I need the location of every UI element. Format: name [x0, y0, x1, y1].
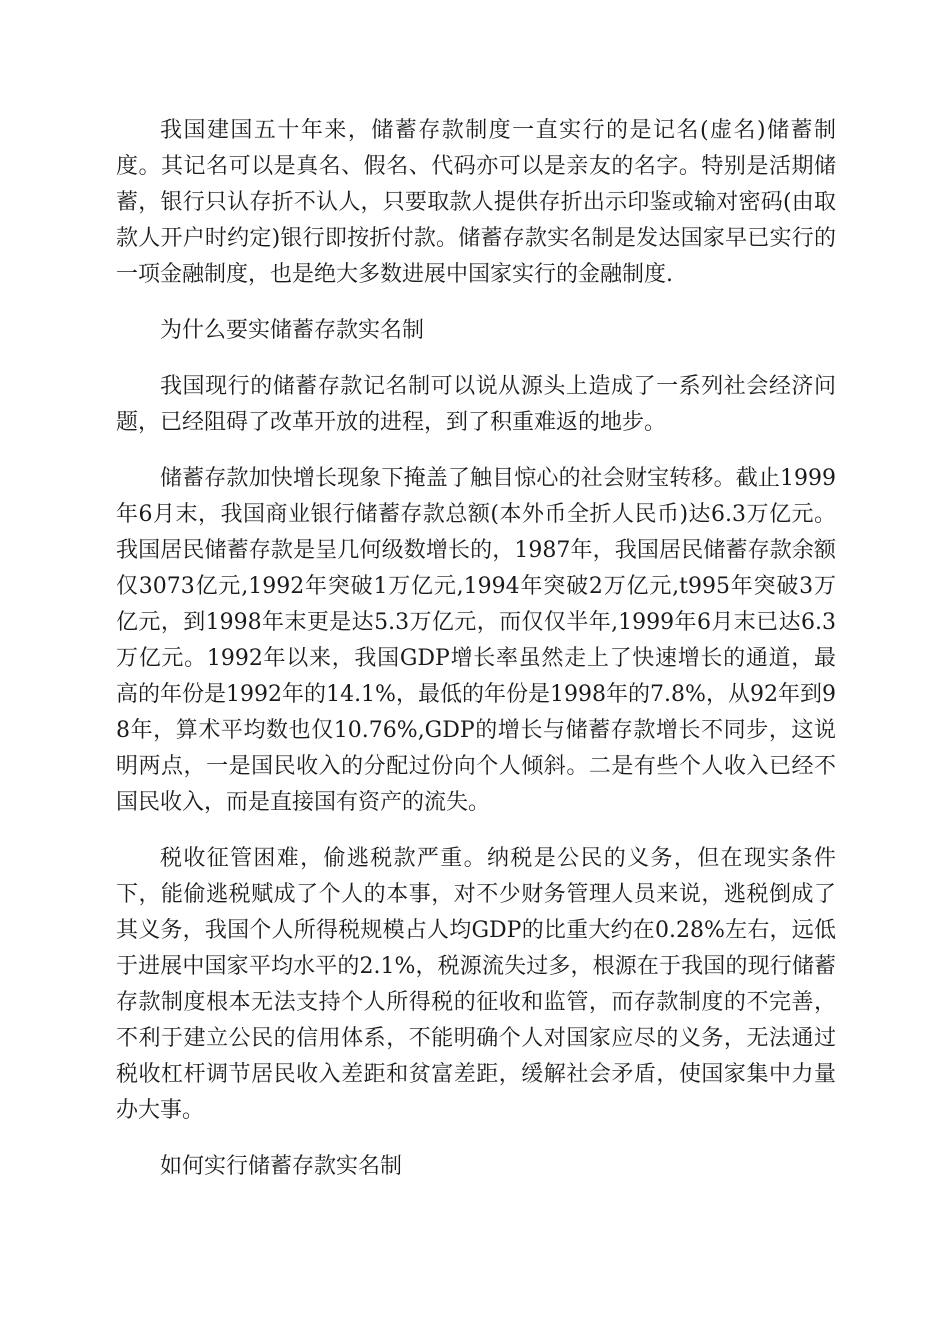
body-paragraph: 储蓄存款加快增长现象下掩盖了触目惊心的社会财宝转移。截止1999年6月末，我国商业银行储蓄存款总额(本外币全折人民币)达6.3万亿元。我国居民储蓄存款是呈几何级数增长的，1987年，我国居民储蓄存款余额仅3073亿元,1992年突破1万亿元,1994年突破2万亿元,t995年突破3万亿元，到1998年末更是达5.3万亿元，而仅仅半年,1999年6月末已达6.3万亿元。1992年以来，我国GDP增长率虽然走上了快速增长的通道，最高的年份是1992年的14.1%，最低的年份是1998年的7.8%，从92年到98年，算术平均数也仅10.76%,GDP的增长与储蓄存款增长不同步，这说明两点，一是国民收入的分配过份向个人倾斜。二是有些个人收入已经不国民收入，而是直接国有资产的流失。: [116, 466, 836, 815]
section-heading-how: 如何实行储蓄存款实名制: [160, 1154, 403, 1179]
section-heading-why: 为什么要实储蓄存款实名制: [160, 318, 425, 343]
intro-paragraph: 我国建国五十年来，储蓄存款制度一直实行的是记名(虚名)储蓄制度。其记名可以是真名、假名、代码亦可以是亲友的名字。特别是活期储蓄，银行只认存折不认人，只要取款人提供存折出示印鉴或输对密码(由取款人开户时约定)银行即按折付款。储蓄存款实名制是发达国家早已实行的一项金融制度，也是绝大多数进展中国家实行的金融制度.: [116, 118, 836, 287]
body-paragraph: 税收征管困难，偷逃税款严重。纳税是公民的义务，但在现实条件下，能偷逃税赋成了个人的本事，对不少财务管理人员来说，逃税倒成了其义务，我国个人所得税规模占人均GDP的比重大约在0.28%左右，远低于进展中国家平均水平的2.1%，税源流失过多，根源在于我国的现行储蓄存款制度根本无法支持个人所得税的征收和监管，而存款制度的不完善，不利于建立公民的信用体系，不能明确个人对国家应尽的义务，无法通过税收杠杆调节居民收入差距和贫富差距，缓解社会矛盾，使国家集中力量办大事。: [116, 846, 836, 1123]
document-page: [116, 113, 836, 1205]
body-paragraph: 我国现行的储蓄存款记名制可以说从源头上造成了一系列社会经济问题，已经阻碍了改革开放的进程，到了积重难返的地步。: [116, 374, 836, 435]
